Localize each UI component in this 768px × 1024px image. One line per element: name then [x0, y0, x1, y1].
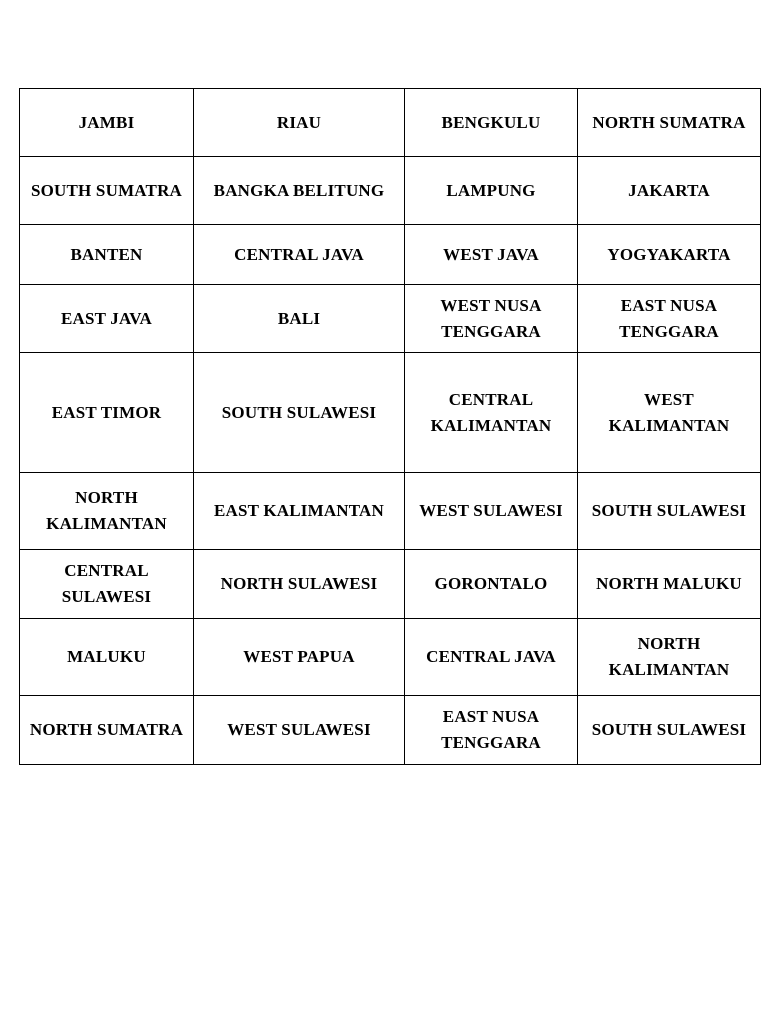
table-cell: RIAU: [194, 89, 405, 157]
table-row: [20, 550, 761, 619]
table-cell: SOUTH SUMATRA: [20, 157, 194, 225]
table-cell: EAST KALIMANTAN: [194, 473, 405, 550]
table-cell: LAMPUNG: [405, 157, 578, 225]
table-cell: BANTEN: [20, 225, 194, 285]
table-cell: EAST JAVA: [20, 285, 194, 353]
table-cell: CENTRAL KALIMANTAN: [405, 353, 578, 473]
table-row: [20, 473, 761, 550]
table-cell: JAKARTA: [578, 157, 761, 225]
table-cell: SOUTH SULAWESI: [578, 696, 761, 765]
table-cell: NORTH KALIMANTAN: [578, 619, 761, 696]
table-cell: NORTH SULAWESI: [194, 550, 405, 619]
table-cell: GORONTALO: [405, 550, 578, 619]
table-cell: WEST KALIMANTAN: [578, 353, 761, 473]
table-cell: SOUTH SULAWESI: [578, 473, 761, 550]
table-cell: EAST NUSA TENGGARA: [578, 285, 761, 353]
province-table: [19, 88, 761, 765]
table-cell: JAMBI: [20, 89, 194, 157]
table-row: [20, 225, 761, 285]
table-cell: EAST TIMOR: [20, 353, 194, 473]
table-cell: BENGKULU: [405, 89, 578, 157]
table-cell: CENTRAL SULAWESI: [20, 550, 194, 619]
table-cell: MALUKU: [20, 619, 194, 696]
table-cell: NORTH KALIMANTAN: [20, 473, 194, 550]
table-cell: NORTH SUMATRA: [20, 696, 194, 765]
table-cell: WEST SULAWESI: [194, 696, 405, 765]
table-row: [20, 285, 761, 353]
table-row: [20, 353, 761, 473]
table-cell: WEST NUSA TENGGARA: [405, 285, 578, 353]
table-cell: CENTRAL JAVA: [194, 225, 405, 285]
table-cell: NORTH MALUKU: [578, 550, 761, 619]
table-cell: CENTRAL JAVA: [405, 619, 578, 696]
table-cell: WEST PAPUA: [194, 619, 405, 696]
table-cell: WEST JAVA: [405, 225, 578, 285]
table-cell: WEST SULAWESI: [405, 473, 578, 550]
table-row: [20, 89, 761, 157]
table-cell: EAST NUSA TENGGARA: [405, 696, 578, 765]
table-cell: BALI: [194, 285, 405, 353]
table-cell: BANGKA BELITUNG: [194, 157, 405, 225]
table-cell: YOGYAKARTA: [578, 225, 761, 285]
table-cell: SOUTH SULAWESI: [194, 353, 405, 473]
table-row: [20, 696, 761, 765]
table-cell: NORTH SUMATRA: [578, 89, 761, 157]
table-row: [20, 619, 761, 696]
table-row: [20, 157, 761, 225]
